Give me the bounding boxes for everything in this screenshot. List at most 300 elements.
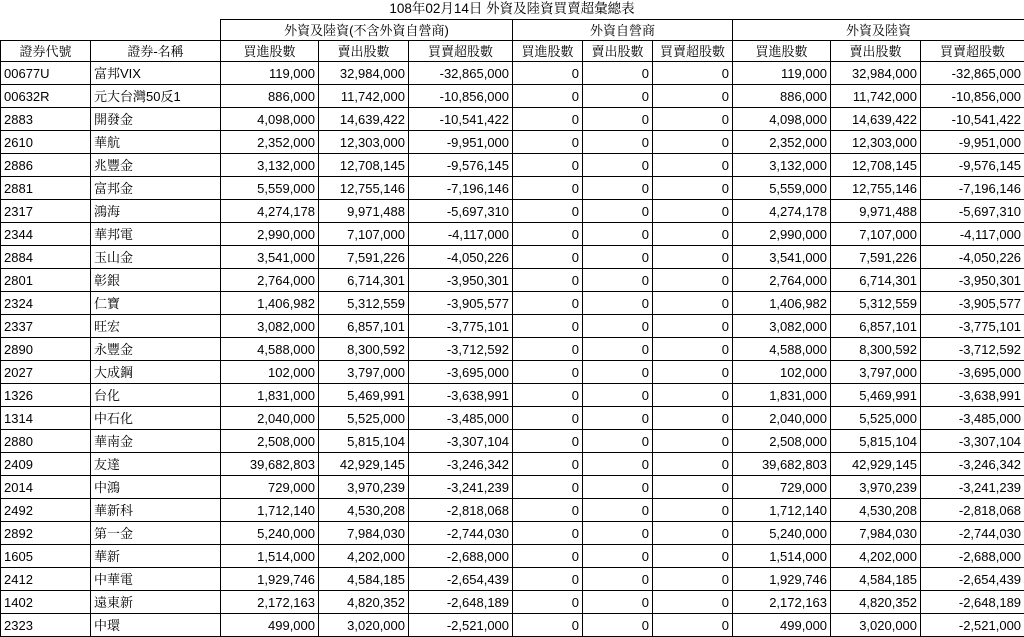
cell-net-2: 0 [653, 522, 733, 545]
cell-net-3: -2,818,068 [921, 499, 1024, 522]
cell-name: 友達 [91, 453, 221, 476]
cell-net-1: -2,648,189 [409, 591, 513, 614]
cell-code: 2892 [1, 522, 91, 545]
cell-sell-1: 9,971,488 [319, 200, 409, 223]
cell-code: 2337 [1, 315, 91, 338]
cell-sell-3: 3,020,000 [831, 614, 921, 637]
cell-buy-2: 0 [513, 338, 583, 361]
cell-code: 2881 [1, 177, 91, 200]
cell-sell-3: 9,971,488 [831, 200, 921, 223]
table-row [1, 223, 1024, 246]
cell-name: 仁寶 [91, 292, 221, 315]
cell-net-2: 0 [653, 315, 733, 338]
cell-sell-1: 11,742,000 [319, 85, 409, 108]
cell-sell-1: 6,714,301 [319, 269, 409, 292]
cell-buy-3: 499,000 [733, 614, 831, 637]
cell-net-3: -4,117,000 [921, 223, 1024, 246]
cell-net-2: 0 [653, 591, 733, 614]
cell-name: 華新 [91, 545, 221, 568]
table-row [1, 476, 1024, 499]
cell-sell-1: 12,708,145 [319, 154, 409, 177]
cell-net-2: 0 [653, 246, 733, 269]
cell-sell-2: 0 [583, 384, 653, 407]
cell-buy-2: 0 [513, 154, 583, 177]
cell-buy-2: 0 [513, 591, 583, 614]
cell-buy-3: 1,712,140 [733, 499, 831, 522]
cell-net-1: -3,695,000 [409, 361, 513, 384]
group-header-row [1, 20, 1024, 41]
cell-net-3: -3,712,592 [921, 338, 1024, 361]
cell-net-3: -3,695,000 [921, 361, 1024, 384]
cell-sell-3: 4,530,208 [831, 499, 921, 522]
cell-sell-1: 6,857,101 [319, 315, 409, 338]
cell-sell-1: 5,312,559 [319, 292, 409, 315]
cell-buy-2: 0 [513, 108, 583, 131]
cell-buy-3: 1,831,000 [733, 384, 831, 407]
cell-sell-1: 4,584,185 [319, 568, 409, 591]
cell-net-2: 0 [653, 269, 733, 292]
cell-buy-2: 0 [513, 522, 583, 545]
cell-net-3: -10,541,422 [921, 108, 1024, 131]
table-head [1, 20, 1024, 62]
cell-net-1: -2,654,439 [409, 568, 513, 591]
cell-sell-3: 6,714,301 [831, 269, 921, 292]
cell-code: 1605 [1, 545, 91, 568]
cell-buy-3: 3,082,000 [733, 315, 831, 338]
cell-net-1: -4,050,226 [409, 246, 513, 269]
table-row [1, 568, 1024, 591]
column-header-buy-2: 買進股數 [513, 41, 583, 62]
table-row [1, 292, 1024, 315]
cell-net-1: -3,246,342 [409, 453, 513, 476]
cell-sell-2: 0 [583, 338, 653, 361]
cell-sell-1: 5,525,000 [319, 407, 409, 430]
cell-code: 2890 [1, 338, 91, 361]
cell-sell-1: 5,469,991 [319, 384, 409, 407]
cell-net-3: -2,688,000 [921, 545, 1024, 568]
cell-code: 00632R [1, 85, 91, 108]
cell-name: 中環 [91, 614, 221, 637]
cell-sell-2: 0 [583, 430, 653, 453]
cell-net-3: -3,307,104 [921, 430, 1024, 453]
cell-net-2: 0 [653, 476, 733, 499]
table-row [1, 177, 1024, 200]
cell-sell-2: 0 [583, 614, 653, 637]
column-header-buy-1: 買進股數 [221, 41, 319, 62]
cell-sell-2: 0 [583, 292, 653, 315]
cell-sell-3: 4,584,185 [831, 568, 921, 591]
cell-sell-3: 7,591,226 [831, 246, 921, 269]
cell-buy-1: 2,040,000 [221, 407, 319, 430]
cell-buy-1: 2,508,000 [221, 430, 319, 453]
cell-sell-2: 0 [583, 246, 653, 269]
cell-sell-3: 4,202,000 [831, 545, 921, 568]
cell-net-1: -4,117,000 [409, 223, 513, 246]
cell-net-3: -3,638,991 [921, 384, 1024, 407]
cell-buy-1: 102,000 [221, 361, 319, 384]
cell-name: 中鴻 [91, 476, 221, 499]
cell-sell-1: 3,797,000 [319, 361, 409, 384]
cell-net-2: 0 [653, 361, 733, 384]
cell-net-2: 0 [653, 223, 733, 246]
cell-sell-3: 5,525,000 [831, 407, 921, 430]
cell-buy-1: 2,990,000 [221, 223, 319, 246]
cell-net-3: -2,521,000 [921, 614, 1024, 637]
column-header-net-1: 買賣超股數 [409, 41, 513, 62]
cell-net-2: 0 [653, 62, 733, 85]
table-row [1, 315, 1024, 338]
cell-net-1: -3,638,991 [409, 384, 513, 407]
cell-sell-2: 0 [583, 108, 653, 131]
cell-buy-3: 2,352,000 [733, 131, 831, 154]
cell-sell-1: 14,639,422 [319, 108, 409, 131]
cell-name: 元大台灣50反1 [91, 85, 221, 108]
cell-sell-1: 4,530,208 [319, 499, 409, 522]
cell-code: 2324 [1, 292, 91, 315]
cell-sell-3: 5,312,559 [831, 292, 921, 315]
cell-net-3: -10,856,000 [921, 85, 1024, 108]
cell-net-1: -2,688,000 [409, 545, 513, 568]
cell-net-1: -2,744,030 [409, 522, 513, 545]
cell-sell-1: 12,303,000 [319, 131, 409, 154]
cell-buy-3: 102,000 [733, 361, 831, 384]
table-row [1, 614, 1024, 637]
cell-name: 鴻海 [91, 200, 221, 223]
cell-code: 2886 [1, 154, 91, 177]
cell-buy-3: 2,172,163 [733, 591, 831, 614]
cell-net-2: 0 [653, 499, 733, 522]
cell-code: 2884 [1, 246, 91, 269]
cell-name: 中華電 [91, 568, 221, 591]
cell-buy-3: 5,240,000 [733, 522, 831, 545]
cell-name: 華新科 [91, 499, 221, 522]
cell-net-3: -9,951,000 [921, 131, 1024, 154]
cell-net-2: 0 [653, 292, 733, 315]
cell-net-2: 0 [653, 85, 733, 108]
cell-sell-1: 12,755,146 [319, 177, 409, 200]
cell-buy-2: 0 [513, 131, 583, 154]
group-header-foreign-ex-dealer: 外資及陸資(不含外資自營商) [221, 20, 513, 41]
cell-net-3: -3,241,239 [921, 476, 1024, 499]
cell-buy-2: 0 [513, 223, 583, 246]
cell-net-2: 0 [653, 407, 733, 430]
cell-code: 1326 [1, 384, 91, 407]
cell-sell-3: 3,970,239 [831, 476, 921, 499]
cell-net-1: -3,485,000 [409, 407, 513, 430]
cell-buy-3: 4,588,000 [733, 338, 831, 361]
cell-net-3: -2,654,439 [921, 568, 1024, 591]
cell-sell-2: 0 [583, 62, 653, 85]
cell-net-2: 0 [653, 177, 733, 200]
cell-name: 遠東新 [91, 591, 221, 614]
cell-code: 2880 [1, 430, 91, 453]
column-header-net-3: 買賣超股數 [921, 41, 1024, 62]
cell-net-3: -5,697,310 [921, 200, 1024, 223]
cell-net-2: 0 [653, 200, 733, 223]
cell-buy-3: 4,274,178 [733, 200, 831, 223]
cell-code: 1402 [1, 591, 91, 614]
cell-buy-2: 0 [513, 614, 583, 637]
column-header-net-2: 買賣超股數 [653, 41, 733, 62]
cell-sell-1: 7,984,030 [319, 522, 409, 545]
cell-buy-1: 4,274,178 [221, 200, 319, 223]
cell-name: 第一金 [91, 522, 221, 545]
cell-sell-1: 3,970,239 [319, 476, 409, 499]
cell-buy-1: 39,682,803 [221, 453, 319, 476]
group-header-foreign-dealer: 外資自營商 [513, 20, 733, 41]
cell-buy-2: 0 [513, 315, 583, 338]
cell-buy-1: 2,764,000 [221, 269, 319, 292]
cell-sell-2: 0 [583, 545, 653, 568]
cell-buy-2: 0 [513, 292, 583, 315]
cell-buy-1: 1,712,140 [221, 499, 319, 522]
cell-name: 華航 [91, 131, 221, 154]
cell-buy-2: 0 [513, 545, 583, 568]
cell-buy-1: 2,352,000 [221, 131, 319, 154]
cell-name: 台化 [91, 384, 221, 407]
table-row [1, 453, 1024, 476]
table-row [1, 522, 1024, 545]
cell-code: 2610 [1, 131, 91, 154]
cell-buy-1: 1,929,746 [221, 568, 319, 591]
cell-code: 2344 [1, 223, 91, 246]
cell-sell-1: 8,300,592 [319, 338, 409, 361]
cell-buy-3: 119,000 [733, 62, 831, 85]
cell-sell-3: 14,639,422 [831, 108, 921, 131]
cell-buy-2: 0 [513, 384, 583, 407]
cell-net-1: -3,950,301 [409, 269, 513, 292]
column-header-sell-1: 賣出股數 [319, 41, 409, 62]
cell-buy-1: 5,559,000 [221, 177, 319, 200]
page-title: 108年02月14日 外資及陸資買賣超彙總表 [0, 0, 1024, 19]
table-row [1, 545, 1024, 568]
cell-sell-3: 32,984,000 [831, 62, 921, 85]
cell-name: 玉山金 [91, 246, 221, 269]
cell-net-1: -9,576,145 [409, 154, 513, 177]
cell-buy-2: 0 [513, 499, 583, 522]
cell-sell-2: 0 [583, 407, 653, 430]
cell-buy-1: 1,831,000 [221, 384, 319, 407]
cell-buy-1: 886,000 [221, 85, 319, 108]
cell-net-1: -10,856,000 [409, 85, 513, 108]
cell-buy-3: 5,559,000 [733, 177, 831, 200]
cell-sell-2: 0 [583, 499, 653, 522]
table-row [1, 499, 1024, 522]
cell-buy-2: 0 [513, 361, 583, 384]
cell-name: 永豐金 [91, 338, 221, 361]
cell-sell-3: 3,797,000 [831, 361, 921, 384]
cell-name: 華南金 [91, 430, 221, 453]
cell-net-1: -3,905,577 [409, 292, 513, 315]
cell-sell-2: 0 [583, 522, 653, 545]
cell-buy-3: 1,406,982 [733, 292, 831, 315]
cell-sell-2: 0 [583, 568, 653, 591]
cell-sell-3: 5,469,991 [831, 384, 921, 407]
cell-name: 彰銀 [91, 269, 221, 292]
cell-buy-3: 2,764,000 [733, 269, 831, 292]
cell-buy-1: 2,172,163 [221, 591, 319, 614]
cell-buy-2: 0 [513, 246, 583, 269]
cell-sell-3: 7,107,000 [831, 223, 921, 246]
table-row [1, 430, 1024, 453]
cell-sell-2: 0 [583, 85, 653, 108]
cell-net-3: -3,775,101 [921, 315, 1024, 338]
cell-net-1: -3,775,101 [409, 315, 513, 338]
cell-net-1: -10,541,422 [409, 108, 513, 131]
cell-sell-3: 4,820,352 [831, 591, 921, 614]
cell-buy-1: 119,000 [221, 62, 319, 85]
cell-net-2: 0 [653, 545, 733, 568]
cell-sell-3: 12,708,145 [831, 154, 921, 177]
cell-sell-2: 0 [583, 269, 653, 292]
cell-buy-3: 3,132,000 [733, 154, 831, 177]
cell-buy-3: 729,000 [733, 476, 831, 499]
table-row [1, 246, 1024, 269]
cell-code: 2883 [1, 108, 91, 131]
cell-net-3: -2,744,030 [921, 522, 1024, 545]
cell-sell-2: 0 [583, 315, 653, 338]
cell-name: 華邦電 [91, 223, 221, 246]
cell-buy-3: 2,990,000 [733, 223, 831, 246]
cell-net-1: -3,241,239 [409, 476, 513, 499]
cell-net-1: -5,697,310 [409, 200, 513, 223]
group-header-blank [1, 20, 221, 41]
cell-sell-2: 0 [583, 131, 653, 154]
cell-net-3: -2,648,189 [921, 591, 1024, 614]
cell-buy-2: 0 [513, 200, 583, 223]
table-body [1, 62, 1024, 637]
cell-buy-2: 0 [513, 177, 583, 200]
cell-buy-1: 3,082,000 [221, 315, 319, 338]
cell-buy-1: 3,541,000 [221, 246, 319, 269]
cell-buy-1: 499,000 [221, 614, 319, 637]
cell-net-1: -2,521,000 [409, 614, 513, 637]
cell-sell-1: 42,929,145 [319, 453, 409, 476]
table-row [1, 269, 1024, 292]
cell-buy-3: 1,929,746 [733, 568, 831, 591]
cell-sell-2: 0 [583, 361, 653, 384]
cell-code: 2412 [1, 568, 91, 591]
cell-net-2: 0 [653, 568, 733, 591]
cell-code: 2317 [1, 200, 91, 223]
column-header-sell-2: 賣出股數 [583, 41, 653, 62]
cell-net-3: -32,865,000 [921, 62, 1024, 85]
cell-net-2: 0 [653, 154, 733, 177]
cell-name: 大成鋼 [91, 361, 221, 384]
cell-sell-2: 0 [583, 223, 653, 246]
table-row [1, 591, 1024, 614]
cell-buy-1: 729,000 [221, 476, 319, 499]
cell-sell-3: 11,742,000 [831, 85, 921, 108]
cell-buy-1: 4,098,000 [221, 108, 319, 131]
cell-buy-3: 39,682,803 [733, 453, 831, 476]
column-header-sell-3: 賣出股數 [831, 41, 921, 62]
cell-buy-3: 2,508,000 [733, 430, 831, 453]
cell-buy-3: 3,541,000 [733, 246, 831, 269]
cell-sell-2: 0 [583, 154, 653, 177]
cell-net-3: -4,050,226 [921, 246, 1024, 269]
cell-buy-2: 0 [513, 269, 583, 292]
cell-name: 開發金 [91, 108, 221, 131]
cell-net-3: -3,905,577 [921, 292, 1024, 315]
cell-net-1: -7,196,146 [409, 177, 513, 200]
column-header-name: 證券-名稱 [91, 41, 221, 62]
cell-code: 2323 [1, 614, 91, 637]
cell-buy-2: 0 [513, 62, 583, 85]
cell-net-1: -2,818,068 [409, 499, 513, 522]
cell-net-2: 0 [653, 108, 733, 131]
cell-buy-3: 886,000 [733, 85, 831, 108]
cell-net-1: -3,307,104 [409, 430, 513, 453]
cell-sell-1: 4,202,000 [319, 545, 409, 568]
table-row [1, 338, 1024, 361]
cell-net-3: -3,950,301 [921, 269, 1024, 292]
cell-buy-2: 0 [513, 568, 583, 591]
cell-sell-2: 0 [583, 591, 653, 614]
table-row [1, 154, 1024, 177]
table-row [1, 361, 1024, 384]
cell-net-3: -3,485,000 [921, 407, 1024, 430]
cell-net-2: 0 [653, 338, 733, 361]
cell-sell-1: 5,815,104 [319, 430, 409, 453]
table-row [1, 108, 1024, 131]
cell-net-2: 0 [653, 614, 733, 637]
table-row [1, 131, 1024, 154]
cell-sell-1: 3,020,000 [319, 614, 409, 637]
cell-buy-2: 0 [513, 85, 583, 108]
cell-buy-3: 2,040,000 [733, 407, 831, 430]
cell-net-3: -9,576,145 [921, 154, 1024, 177]
cell-code: 2492 [1, 499, 91, 522]
cell-net-1: -32,865,000 [409, 62, 513, 85]
cell-buy-1: 3,132,000 [221, 154, 319, 177]
cell-sell-3: 42,929,145 [831, 453, 921, 476]
cell-buy-1: 5,240,000 [221, 522, 319, 545]
cell-sell-3: 6,857,101 [831, 315, 921, 338]
cell-code: 2409 [1, 453, 91, 476]
cell-net-2: 0 [653, 384, 733, 407]
cell-name: 中石化 [91, 407, 221, 430]
cell-sell-3: 12,755,146 [831, 177, 921, 200]
column-header-row [1, 41, 1024, 62]
cell-buy-1: 4,588,000 [221, 338, 319, 361]
cell-buy-3: 1,514,000 [733, 545, 831, 568]
cell-code: 2801 [1, 269, 91, 292]
cell-sell-1: 4,820,352 [319, 591, 409, 614]
cell-net-2: 0 [653, 430, 733, 453]
cell-buy-3: 4,098,000 [733, 108, 831, 131]
cell-name: 富邦VIX [91, 62, 221, 85]
cell-buy-2: 0 [513, 407, 583, 430]
cell-code: 00677U [1, 62, 91, 85]
cell-buy-1: 1,406,982 [221, 292, 319, 315]
cell-net-3: -3,246,342 [921, 453, 1024, 476]
cell-sell-3: 8,300,592 [831, 338, 921, 361]
cell-name: 兆豐金 [91, 154, 221, 177]
cell-net-2: 0 [653, 453, 733, 476]
column-header-code: 證券代號 [1, 41, 91, 62]
cell-sell-3: 7,984,030 [831, 522, 921, 545]
cell-net-1: -3,712,592 [409, 338, 513, 361]
cell-sell-3: 12,303,000 [831, 131, 921, 154]
cell-sell-2: 0 [583, 476, 653, 499]
cell-sell-3: 5,815,104 [831, 430, 921, 453]
cell-sell-2: 0 [583, 453, 653, 476]
cell-code: 2027 [1, 361, 91, 384]
cell-sell-2: 0 [583, 177, 653, 200]
cell-sell-1: 32,984,000 [319, 62, 409, 85]
cell-buy-2: 0 [513, 476, 583, 499]
